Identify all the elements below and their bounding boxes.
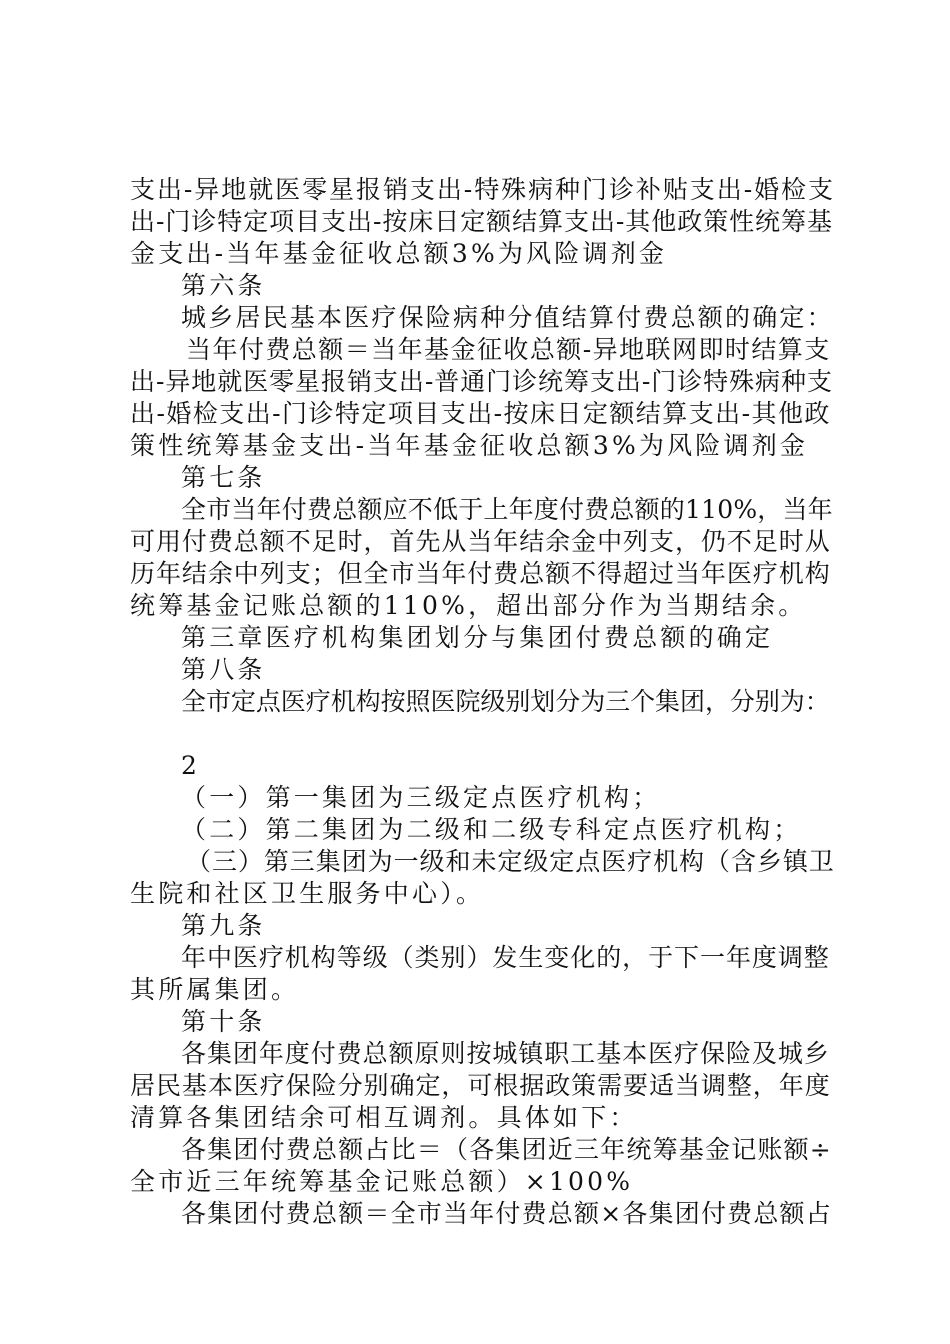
text-line: 出-婚检支出-门诊特定项目支出-按床日定额结算支出-其他政 <box>130 399 831 428</box>
article-heading: 第九条 <box>181 911 266 940</box>
text-line: 居民基本医疗保险分别确定，可根据政策需要适当调整，年度 <box>130 1071 831 1100</box>
article-heading: 第六条 <box>181 271 266 300</box>
list-item: （二）第二集团为二级和二级专科定点医疗机构； <box>181 815 802 844</box>
chapter-heading: 第三章医疗机构集团划分与集团付费总额的确定 <box>181 623 774 652</box>
text-line: 可用付费总额不足时，首先从当年结余金中列支，仍不足时从 <box>130 527 831 556</box>
article-heading: 第十条 <box>181 1007 266 1036</box>
formula-line: 各集团付费总额＝全市当年付费总额×各集团付费总额占 <box>181 1199 832 1228</box>
text-line: 出-异地就医零星报销支出-普通门诊统筹支出-门诊特殊病种支 <box>130 367 833 396</box>
text-line: 全市当年付费总额应不低于上年度付费总额的110%，当年 <box>181 495 833 524</box>
text-line: 生院和社区卫生服务中心）。 <box>130 879 485 908</box>
text-line: 其所属集团。 <box>130 975 300 1004</box>
formula-line: 全市近三年统筹基金记账总额）×100% <box>130 1167 634 1196</box>
text-line: 全市定点医疗机构按照医院级别划分为三个集团，分别为： <box>181 687 830 716</box>
text-line: 各集团年度付费总额原则按城镇职工基本医疗保险及城乡 <box>181 1039 830 1068</box>
article-heading: 第七条 <box>181 463 266 492</box>
text-line: 城乡居民基本医疗保险病种分值结算付费总额的确定： <box>181 303 834 332</box>
text-line: 统筹基金记账总额的110%，超出部分作为当期结余。 <box>130 591 807 620</box>
list-item: （三）第三集团为一级和未定级定点医疗机构（含乡镇卫 <box>186 847 835 876</box>
text-line: 出-门诊特定项目支出-按床日定额结算支出-其他政策性统筹基 <box>130 207 833 236</box>
text-line: 策性统筹基金支出-当年基金征收总额3%为风险调剂金 <box>130 431 809 460</box>
formula-line: 各集团付费总额占比＝（各集团近三年统筹基金记账额÷ <box>181 1135 832 1164</box>
text-line: 当年付费总额＝当年基金征收总额-异地联网即时结算支 <box>186 335 831 364</box>
text-line: 年中医疗机构等级（类别）发生变化的，于下一年度调整 <box>181 943 830 972</box>
page-number: 2 <box>181 751 201 780</box>
article-heading: 第八条 <box>181 655 266 684</box>
text-line: 清算各集团结余可相互调剂。具体如下： <box>130 1103 638 1132</box>
text-line: 金支出-当年基金征收总额3%为风险调剂金 <box>130 239 668 268</box>
text-line: 支出-异地就医零星报销支出-特殊病种门诊补贴支出-婚检支 <box>130 175 835 204</box>
text-line: 历年结余中列支；但全市当年付费总额不得超过当年医疗机构 <box>130 559 831 588</box>
list-item: （一）第一集团为三级定点医疗机构； <box>181 783 661 812</box>
